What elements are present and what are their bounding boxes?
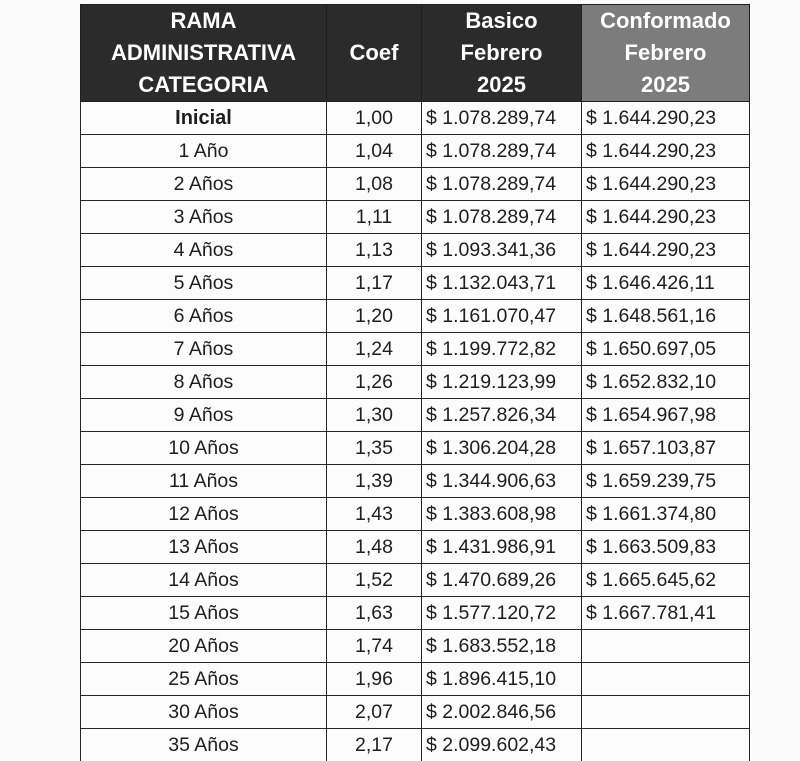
cell-categoria: Inicial (81, 102, 327, 135)
cell-conformado: $ 1.663.509,83 (582, 531, 750, 564)
header-row (81, 5, 750, 102)
cell-basico: $ 1.078.289,74 (422, 168, 582, 201)
cell-conformado: $ 1.648.561,16 (582, 300, 750, 333)
table-row (81, 432, 750, 465)
cell-basico: $ 1.344.906,63 (422, 465, 582, 498)
table-row (81, 663, 750, 696)
cell-categoria: 12 Años (81, 498, 327, 531)
table-body (81, 102, 750, 761)
cell-categoria: 13 Años (81, 531, 327, 564)
cell-conformado (582, 630, 750, 663)
header-conformado-line: Conformado (600, 8, 731, 33)
table-row (81, 300, 750, 333)
table-row (81, 333, 750, 366)
cell-conformado (582, 663, 750, 696)
header-coef (327, 5, 422, 102)
cell-coef: 1,74 (327, 630, 422, 663)
cell-coef: 1,26 (327, 366, 422, 399)
cell-coef: 1,04 (327, 135, 422, 168)
header-coef-label: Coef (349, 40, 399, 65)
cell-categoria: 35 Años (81, 729, 327, 761)
cell-coef: 1,11 (327, 201, 422, 234)
table-header (81, 5, 750, 102)
cell-coef: 2,07 (327, 696, 422, 729)
cell-coef: 1,35 (327, 432, 422, 465)
table-row (81, 696, 750, 729)
cell-basico: $ 1.219.123,99 (422, 366, 582, 399)
header-conformado-line: Febrero (624, 40, 707, 65)
cell-categoria: 2 Años (81, 168, 327, 201)
cell-coef: 1,24 (327, 333, 422, 366)
cell-basico: $ 1.199.772,82 (422, 333, 582, 366)
salary-table (80, 4, 750, 761)
table-row (81, 399, 750, 432)
table-row (81, 630, 750, 663)
cell-basico: $ 1.078.289,74 (422, 102, 582, 135)
cell-coef: 1,39 (327, 465, 422, 498)
table-row (81, 564, 750, 597)
cell-categoria: 30 Años (81, 696, 327, 729)
cell-conformado: $ 1.644.290,23 (582, 201, 750, 234)
cell-coef: 1,43 (327, 498, 422, 531)
table-row (81, 531, 750, 564)
cell-categoria: 14 Años (81, 564, 327, 597)
cell-categoria: 11 Años (81, 465, 327, 498)
header-categoria (81, 5, 327, 102)
cell-basico: $ 2.099.602,43 (422, 729, 582, 761)
header-conformado (582, 5, 750, 102)
cell-basico: $ 1.078.289,74 (422, 201, 582, 234)
cell-coef: 1,13 (327, 234, 422, 267)
cell-conformado: $ 1.657.103,87 (582, 432, 750, 465)
cell-categoria: 7 Años (81, 333, 327, 366)
table-row (81, 201, 750, 234)
cell-conformado: $ 1.665.645,62 (582, 564, 750, 597)
cell-categoria: 20 Años (81, 630, 327, 663)
table-row (81, 597, 750, 630)
table-row (81, 465, 750, 498)
cell-coef: 1,17 (327, 267, 422, 300)
cell-categoria: 8 Años (81, 366, 327, 399)
cell-conformado: $ 1.644.290,23 (582, 234, 750, 267)
cell-conformado: $ 1.659.239,75 (582, 465, 750, 498)
cell-conformado: $ 1.644.290,23 (582, 135, 750, 168)
header-categoria-line: RAMA (170, 8, 237, 33)
cell-coef: 1,20 (327, 300, 422, 333)
table-row (81, 729, 750, 761)
cell-categoria: 5 Años (81, 267, 327, 300)
cell-conformado (582, 696, 750, 729)
cell-coef: 2,17 (327, 729, 422, 761)
cell-basico: $ 1.257.826,34 (422, 399, 582, 432)
cell-coef: 1,30 (327, 399, 422, 432)
cell-categoria: 10 Años (81, 432, 327, 465)
cell-coef: 1,52 (327, 564, 422, 597)
cell-coef: 1,08 (327, 168, 422, 201)
cell-conformado: $ 1.646.426,11 (582, 267, 750, 300)
cell-categoria: 9 Años (81, 399, 327, 432)
cell-coef: 1,00 (327, 102, 422, 135)
cell-coef: 1,48 (327, 531, 422, 564)
cell-categoria: 25 Años (81, 663, 327, 696)
cell-basico: $ 1.383.608,98 (422, 498, 582, 531)
table-row (81, 234, 750, 267)
cell-conformado: $ 1.654.967,98 (582, 399, 750, 432)
cell-basico: $ 1.161.070,47 (422, 300, 582, 333)
table-row (81, 267, 750, 300)
cell-conformado (582, 729, 750, 761)
cell-basico: $ 1.577.120,72 (422, 597, 582, 630)
cell-basico: $ 1.078.289,74 (422, 135, 582, 168)
header-categoria-line: ADMINISTRATIVA (111, 40, 296, 65)
table-row (81, 102, 750, 135)
header-basico-line: 2025 (477, 72, 526, 97)
table-row (81, 366, 750, 399)
cell-categoria: 15 Años (81, 597, 327, 630)
cell-basico: $ 1.431.986,91 (422, 531, 582, 564)
cell-categoria: 1 Año (81, 135, 327, 168)
header-basico-line: Basico (465, 8, 538, 33)
table-row (81, 135, 750, 168)
header-conformado-line: 2025 (641, 72, 690, 97)
cell-coef: 1,63 (327, 597, 422, 630)
cell-categoria: 6 Años (81, 300, 327, 333)
cell-basico: $ 2.002.846,56 (422, 696, 582, 729)
cell-coef: 1,96 (327, 663, 422, 696)
cell-categoria: 4 Años (81, 234, 327, 267)
cell-basico: $ 1.470.689,26 (422, 564, 582, 597)
cell-conformado: $ 1.661.374,80 (582, 498, 750, 531)
cell-conformado: $ 1.652.832,10 (582, 366, 750, 399)
table-row (81, 168, 750, 201)
table-row (81, 498, 750, 531)
cell-conformado: $ 1.650.697,05 (582, 333, 750, 366)
cell-conformado: $ 1.644.290,23 (582, 102, 750, 135)
cell-basico: $ 1.132.043,71 (422, 267, 582, 300)
cell-basico: $ 1.683.552,18 (422, 630, 582, 663)
cell-conformado: $ 1.644.290,23 (582, 168, 750, 201)
header-categoria-line: CATEGORIA (138, 72, 269, 97)
cell-basico: $ 1.306.204,28 (422, 432, 582, 465)
cell-basico: $ 1.093.341,36 (422, 234, 582, 267)
cell-conformado: $ 1.667.781,41 (582, 597, 750, 630)
cell-basico: $ 1.896.415,10 (422, 663, 582, 696)
header-basico-line: Febrero (460, 40, 543, 65)
cell-categoria: 3 Años (81, 201, 327, 234)
header-basico (422, 5, 582, 102)
